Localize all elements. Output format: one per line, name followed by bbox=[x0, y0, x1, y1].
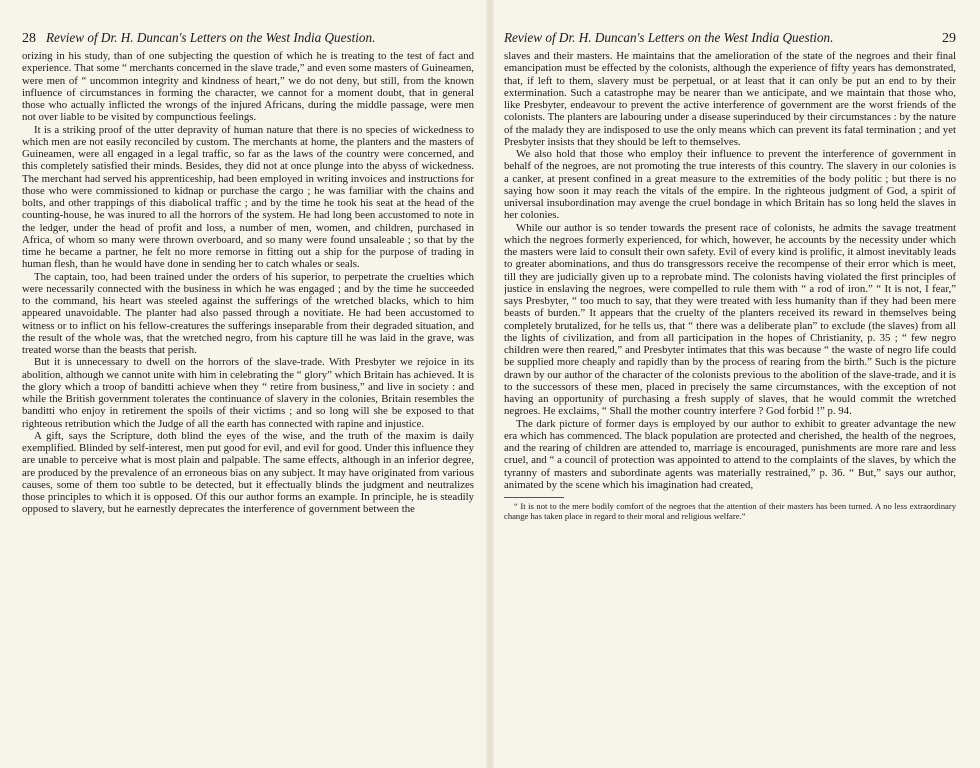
right-paragraph-2: We also hold that those who employ their influence to prevent the interference of government in behalf of the negroes, are not promoting the true interests of this country. The slavery in our colonies is a canker, at present confined in a great measure to the extremities of the body politic ; but there is no saying how soon it may reach the vitals of the empire. In the righteous judgment of God, a spirit of universal insubordination may avenge the cruel bondage in which Britain has so long held the slaves in her colonies. bbox=[504, 148, 956, 222]
left-page bbox=[22, 0, 474, 768]
right-paragraph-4: The dark picture of former days is employed by our author to exhibit to greater advantage the new era which has commenced. The black population are protected and cherished, the health of the negroes, and the rearing of children are attended to, marriage is encouraged, punishments are more rare and less cruel, and “ a council of protection was appointed to attend to the complaints of the slaves, by which the tyranny of masters and subordinate agents was materially restrained,” p. 36. “ But,” says our author, animated by the scene which his imagination had created, bbox=[504, 417, 956, 491]
right-paragraph-1: slaves and their masters. He maintains that the amelioration of the state of the negroes and their final emancipation must be effected by the colonists, although the experience of fifty years has demonstrated, that, if left to them, slavery must be perpetual, or at least that it can only be put an end to by their extermination. Such a catastrophe may be nearer than we anticipate, and we maintain that those who, like Presbyter, endeavour to prevent the active interference of government are the worst friends of the colonists. The planters are labouring under a disease superinduced by their circumstances : by the nature of the malady they are indisposed to use the only means which can prevent its fatal termination ; and yet Presbyter insists that they should be left to themselves. bbox=[504, 50, 956, 148]
right-page bbox=[504, 0, 956, 768]
footnote-rule bbox=[504, 497, 564, 498]
left-paragraph-2: It is a striking proof of the utter depravity of human nature that there is no species of wickedness to which men are not easily reconciled by custom. The merchants at home, the planters and the masters of Guineamen, were all engaged in a legal traffic, so far as the laws of the country were concerned, and this completely satisfied their minds. Besides, they did not at once plunge into the abyss of wickedness. The merchant had served his apprenticeship, had been employed in writing invoices and instructions for those who were commissioned to kidnap or purchase the cargo ; he was familiar with the chains and bolts, and other trappings of this diabolical traffic ; and by the time he took his seat at the head of the counting-house, he was inured to all the horrors of the system. He had long been accustomed to note in the ledger, under the head of profit and loss, a number of men, women, and children, purchased in Africa, of whom so many were thrown overboard, and so many were found unsaleable ; so that by the time he became a partner, he felt no more remorse in fitting out a ship for the purpose of trading in human flesh, than he would have done in sending her to catch whales or seals. bbox=[22, 123, 474, 271]
left-paragraph-1: orizing in his study, than of one subjecting the question of which he is treating to the test of fact and experience. That some “ merchants concerned in the slave trade,” and even some masters of Guineamen, were men of “ uncommon integrity and kindness of heart,” we do not deny, but still, from the known influence of circumstances in forming the character, we cannot for a moment doubt, that in general those who actually inflicted the wrongs of the injured Africans, during the middle passage, were men not over liable to be visited by compunctious feelings. bbox=[22, 50, 474, 124]
right-running-head bbox=[504, 30, 956, 50]
right-body-text bbox=[504, 50, 956, 491]
right-paragraph-3: While our author is so tender towards the present race of colonists, he admits the savage treatment which the negroes formerly experienced, for which, however, he accounts by the necessity under which the masters were laid to consult their own safety. Evil of every kind is prolific, it almost inevitably leads to greater abominations, and thus do transgressors receive the recompense of their error which is meet, till they are judicially given up to a reprobate mind. The colonists having violated the first principles of justice in enslaving the negroes, were compelled to rule them with “ a rod of iron.” “ It is not, I fear,” says Presbyter, “ too much to say, that they were treated with less humanity than if they had been mere beasts of burden.” It appears that the cruelty of the planters received its reward in themselves being completely brutalized, for he tells us, that “ there was a deliberate plan” to exclude (the slaves) from all the lights of civilization, and from all participation in the hopes of Christianity, p. 35 ; “ few negro children were then reared,” and Presbyter intimates that this was because “ the waste of negro life could be supplied more cheaply and rapidly than by the process of rearing from the birth.” Such is the picture drawn by our author of the character of the colonists previous to the abolition of the slave-trade, and it is to the successors of these men, placed in precisely the same circumstances, with the exception of not having an opportunity of purchasing a fresh supply of slaves, that he would commit the wretched negroes. He exclaims, “ Shall the mother country interfere ? God forbid !” p. 94. bbox=[504, 221, 956, 418]
left-body-text bbox=[22, 50, 474, 516]
left-page-number: 28 bbox=[22, 31, 36, 46]
left-paragraph-3: The captain, too, had been trained under the orders of his superior, to perpetrate the cruelties which were necessarily connected with the business in which he was engaged ; and by the time he succeeded to the command, his heart was steeled against the sufferings of the wretched blacks, which to him appeared unavoidable. The planter had also passed through a novitiate. He had been accustomed to witness or to inflict on his fellow-creatures the sufferings inseparable from their degraded situation, and the result of the whole was, that the wretched negro, from his capture till he was laid in the grave, was treated worse than the beasts that perish. bbox=[22, 270, 474, 356]
book-gutter bbox=[486, 0, 494, 768]
right-page-number: 29 bbox=[942, 31, 956, 46]
left-paragraph-4: But it is unnecessary to dwell on the horrors of the slave-trade. With Presbyter we rejoice in its abolition, although we cannot unite with him in celebrating the “ glory” which Britain has achieved. It is the glory which a troop of banditti achieve when they “ retire from business,” and live in society : and while the British government tolerates the continuance of slavery in the colonies, Britain resembles the banditti who enjoy in retirement the spoils of their victims ; and so long will she be exposed to that righteous retribution which the Judge of all the earth has connected with rapine and injustice. bbox=[22, 356, 474, 430]
left-running-head bbox=[22, 30, 474, 50]
right-running-title: Review of Dr. H. Duncan's Letters on the West India Question. bbox=[504, 30, 834, 45]
left-paragraph-5: A gift, says the Scripture, doth blind the eyes of the wise, and the truth of the maxim is daily exemplified. Blinded by self-interest, men put good for evil, and evil for good. Under this influence they are unable to perceive what is most plain and palpable. The same effects, although in an inferior degree, are produced by the prevalence of an erroneous bias on any subject. It may have originated from various causes, some of them too subtle to be detected, but it effectually blinds the judgment and neutralizes those principles to which it is opposed. Of this our author forms an example. In principle, he is steadily opposed to slavery, but he earnestly deprecates the interference of government between the bbox=[22, 429, 474, 516]
footnote: “ It is not to the mere bodily comfort of the negroes that the attention of their masters has been turned. A no less extraordinary change has taken place in regard to their moral and religious welfare.” bbox=[504, 501, 956, 521]
left-running-title: Review of Dr. H. Duncan's Letters on the West India Question. bbox=[46, 30, 376, 45]
